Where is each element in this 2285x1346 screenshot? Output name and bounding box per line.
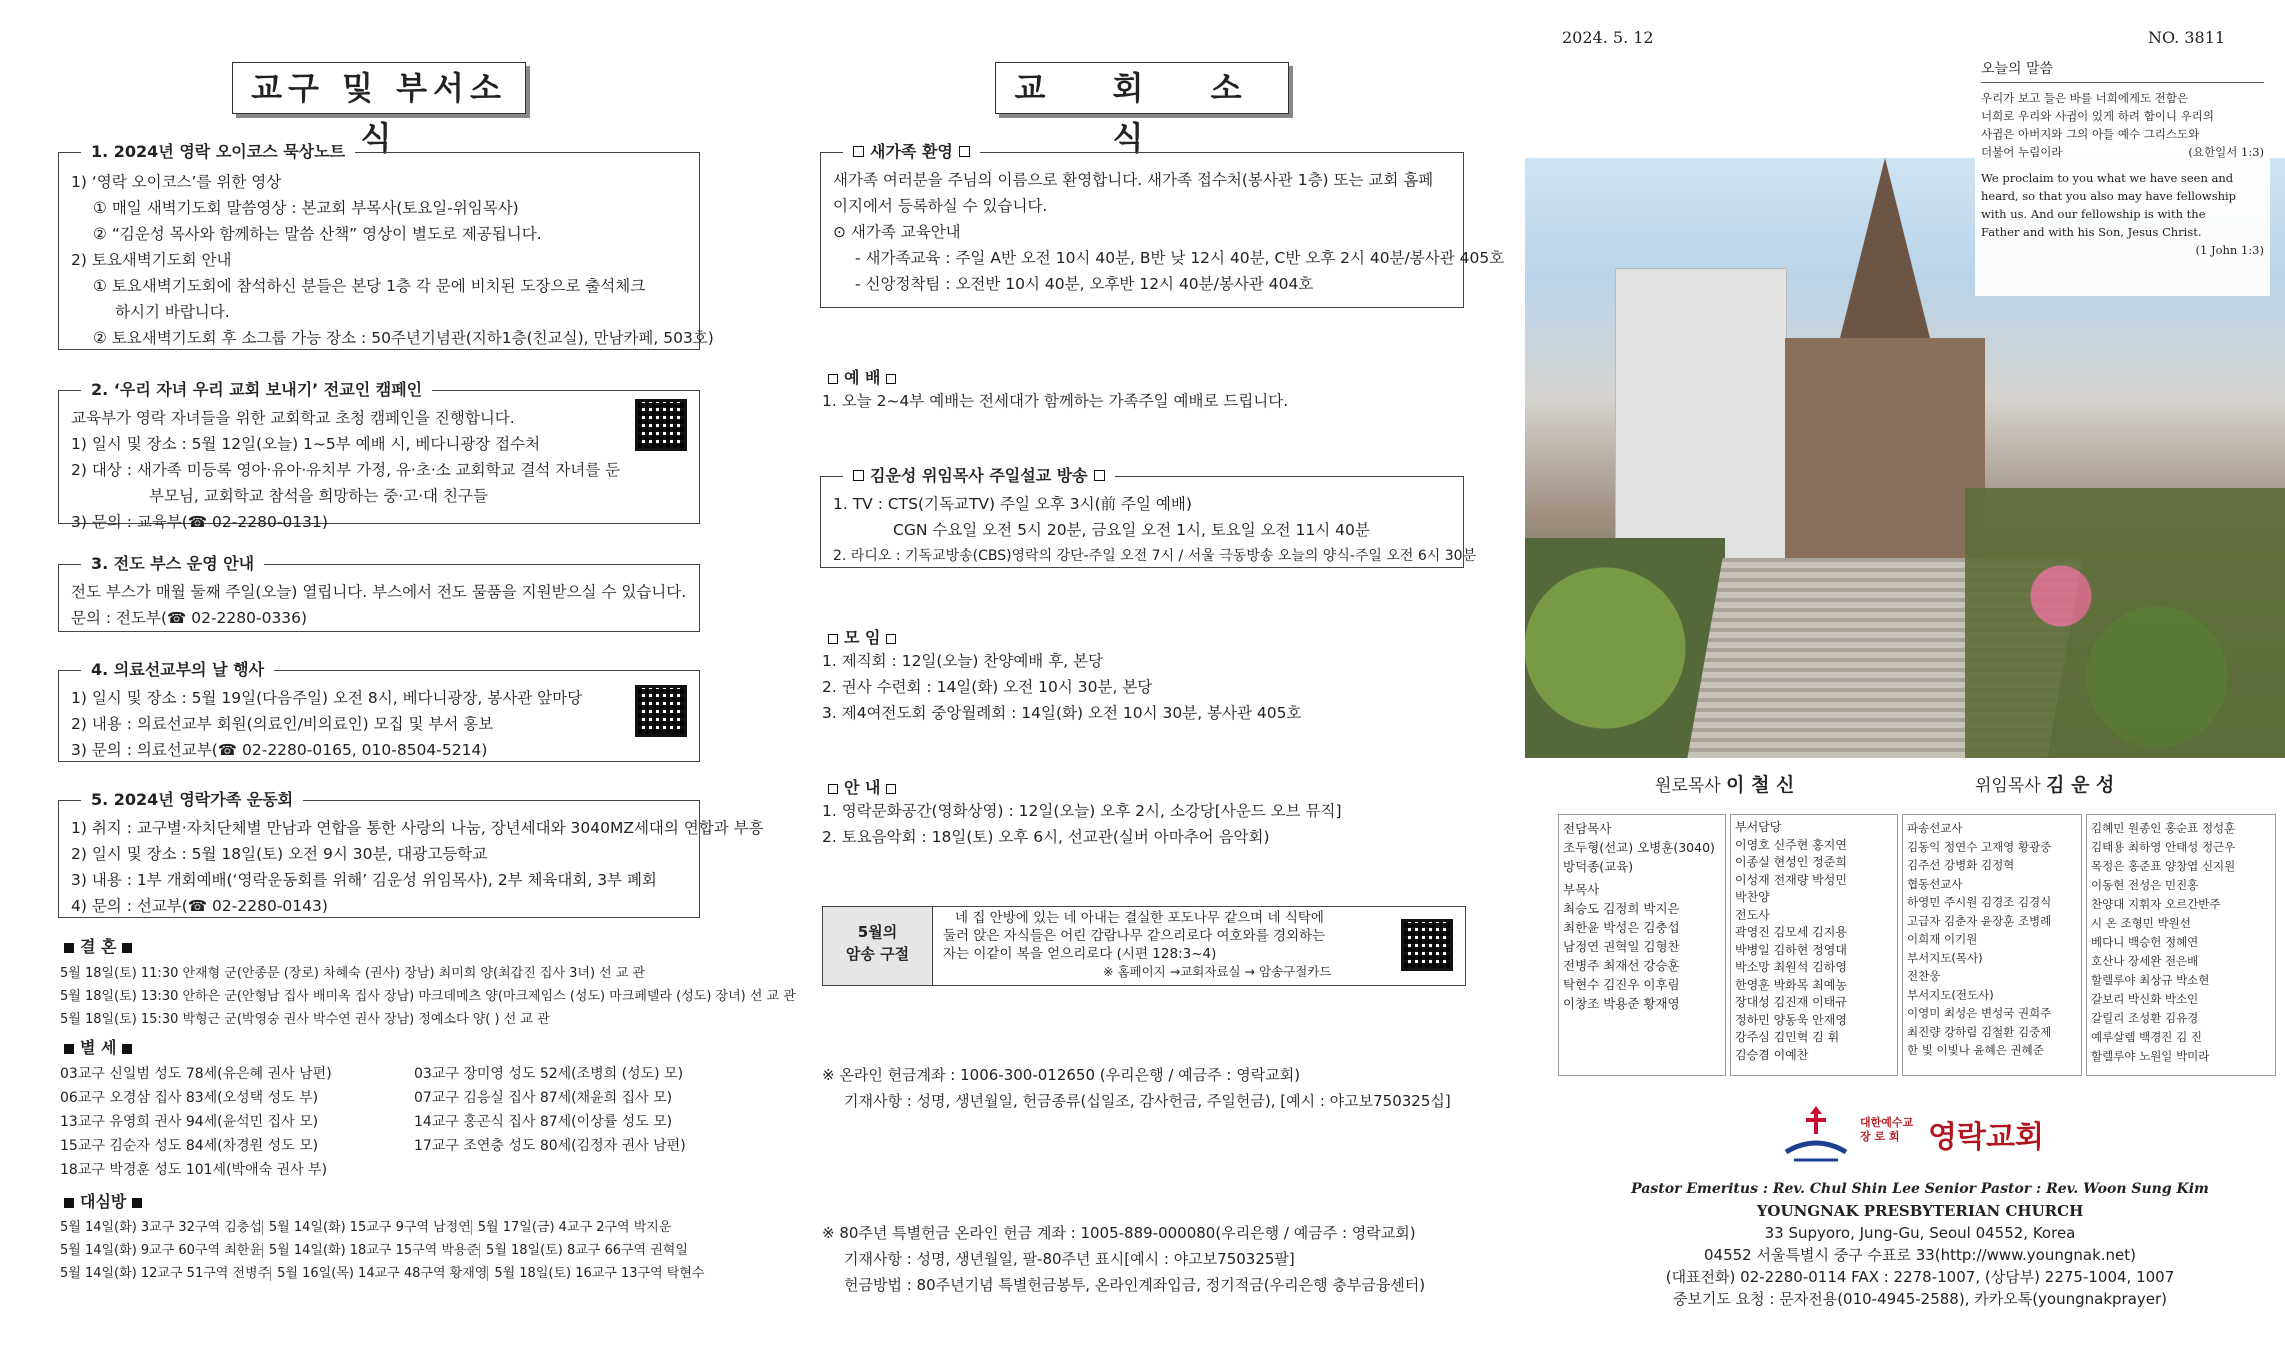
text-line: 1) 취지 : 교구별·자치단체별 만남과 연합을 통한 사랑의 나눔, 장년세대와 3040MZ세대의 연합과 부흥	[71, 819, 764, 837]
text-line: 기재사항 : 성명, 생년월일, 팔-80주년 표시[예시 : 야고보750325팔]	[844, 1250, 1295, 1268]
church-logo	[1780, 1104, 2080, 1164]
list-item: 5월 18일(토) 15:30 박형근 군(박영숭 권사 박수연 권사 장남) 정예소다 양( ) 선 교 관	[60, 1012, 550, 1027]
list-item: 06교구 오경삼 집사 83세(오성택 성도 부)	[60, 1090, 319, 1106]
section-new-family	[820, 142, 1505, 308]
text-line: ※ 홈페이지 →교회자료실 → 암송구절카드	[1103, 964, 1332, 979]
list-item: 17교구 조연충 성도 80세(김정자 권사 남편)	[414, 1138, 686, 1154]
text-line: - 신앙정착팀 : 오전반 10시 40분, 오후반 12시 40분/봉사관 404호	[855, 275, 1314, 293]
section-title: 4. 의료선교부의 날 행사	[81, 657, 274, 683]
staff-col-3: 파송선교사 김동익 정연수 고재영 황광중 김주선 강병화 김정혁 협동선교사 하영민 주시원 김경조 김경식 고급자 김춘자 윤장훈 조병례 이희재 이기원 부서지도(목사) 전찬웅 부서지도(전도사) 이영미 최성은 변성국 권희주 최진량 강하림 김철환 김중제 한 빛 이빛나 윤혜은 권혜준	[1902, 814, 2082, 1076]
verse-ko-line: 더불어 누림이라 (요한일서 1:3)	[1981, 145, 2264, 159]
text-line: 2. 토요음악회 : 18일(토) 오후 6시, 선교관(실버 아마추어 음악회)	[822, 828, 1270, 846]
qr-code-icon[interactable]	[635, 685, 687, 737]
qr-code-icon[interactable]	[635, 399, 687, 451]
section-evangelism-booth	[58, 554, 700, 632]
square-bullet-icon	[64, 1044, 74, 1054]
footer	[1560, 1178, 2280, 1310]
staff-col-1: 전담목사 조두형(선교) 오병훈(3040) 방덕종(교육) 부목사 최승도 김정희 박지은 최한윤 박성은 김충섭 남정연 권혁일 김형찬 전병주 최재선 강승훈 탁현수 김진우 이후림 이창조 박용준 황재영	[1558, 814, 1726, 1076]
text-line: ⊙ 새가족 교육안내	[833, 223, 961, 241]
list-item: 15교구 김순자 성도 84세(차경원 성도 모)	[60, 1138, 319, 1154]
section-campaign	[58, 380, 700, 531]
text-line: ※ 80주년 특별헌금 온라인 헌금 계좌 : 1005-889-000080(우리은행 / 예금주 : 영락교회)	[822, 1224, 1416, 1242]
text-line: ② 토요새벽기도회 후 소그룹 가능 장소 : 50주년기념관(지하1층(친교실), 만남카페, 503호)	[93, 329, 714, 347]
logo-name: 영락교회	[1928, 1120, 2044, 1155]
text-line: - 새가족교육 : 주일 A반 오전 10시 40분, B반 낮 12시 40분, C반 오후 2시 40분/봉사관 405호	[855, 249, 1505, 267]
list-item: 14교구 홍곤식 집사 87세(이상률 성도 모)	[414, 1114, 673, 1130]
text-line: 2) 토요새벽기도회 안내	[71, 251, 232, 269]
address-korean: 04552 서울특별시 중구 수표로 33(http://www.youngnak.net)	[1704, 1246, 2136, 1264]
death-heading: 별 세	[58, 1036, 138, 1060]
logo-small-text: 장 로 회	[1860, 1130, 1900, 1143]
list-item: 03교구 장미영 성도 52세(조병희 (성도) 모)	[414, 1066, 684, 1082]
text-line: 교육부가 영락 자녀들을 위한 교회학교 초청 캠페인을 진행합니다.	[71, 409, 515, 427]
square-bullet-icon	[122, 943, 132, 953]
staff-table	[1558, 814, 2284, 1076]
text-line: 둘러 앉은 자식들은 어린 감람나무 같으리로다 여호와를 경외하는	[943, 928, 1326, 944]
square-bullet-icon	[64, 1198, 74, 1208]
square-bullet-icon	[828, 374, 838, 384]
worship-heading: 예 배	[822, 366, 902, 390]
text-line: 2) 대상 : 새가족 미등록 영아·유아·유치부 가정, 유·초·소 교회학교 결석 자녀를 둔	[71, 461, 621, 479]
text-line: 1. 제직회 : 12일(오늘) 찬양예배 후, 본당	[822, 652, 1103, 670]
memory-verse-label: 5월의 암송 구절	[823, 907, 933, 985]
verse-en-line: Father and with his Son, Jesus Christ.	[1981, 225, 2202, 239]
pastors-english: Pastor Emeritus : Rev. Chul Shin Lee Senior Pastor : Rev. Woon Sung Kim	[1631, 1181, 2209, 1197]
text-line: 이지에서 등록하실 수 있습니다.	[833, 197, 1048, 215]
church-english-name: YOUNGNAK PRESBYTERIAN CHURCH	[1756, 1202, 2084, 1220]
text-line: ① 매일 새벽기도회 말씀영상 : 본교회 부목사(토요일-위임목사)	[93, 199, 519, 217]
text-line: 기재사항 : 성명, 생년월일, 헌금종류(십일조, 감사헌금, 주일헌금), [예시 : 야고보750325십]	[844, 1092, 1451, 1110]
list-item: 18교구 박경훈 성도 101세(박애숙 권사 부)	[60, 1162, 328, 1178]
meeting-heading: 모 임	[822, 626, 902, 650]
pastor-emeritus: 원로목사 이 철 신	[1655, 774, 1795, 796]
verse-en-line: heard, so that you also may have fellowship	[1981, 189, 2237, 203]
text-line: 2. 라디오 : 기독교방송(CBS)영락의 강단-주일 오전 7시 / 서울 극동방송 오늘의 양식-주일 오전 6시 30분	[833, 548, 1477, 564]
text-line: 4) 문의 : 선교부(☎ 02-2280-0143)	[71, 897, 328, 915]
list-item: 5월 18일(토) 13:30 안하은 군(안형남 집사 배미옥 집사 장남) 마크데메츠 양(마크제임스 (성도) 마크페델라 (성도) 장녀) 선 교 관	[60, 989, 796, 1004]
address-english: 33 Supyoro, Jung-Gu, Seoul 04552, Korea	[1764, 1224, 2076, 1242]
staff-col-4: 김혜민 원종인 홍순표 정성훈 김태용 최하영 안태성 정근우 목정은 홍준표 양창엽 신지원 이동현 전성은 민진홍 찬양대 지휘자 오르간반주 시 온 조형민 박원선 베다니 백승헌 정혜연 호산나 장세완 전은배 할렐루야 최상규 박소현 갈보리 박신화 박소인 갈릴리 조성환 김유경 예루살렘 백경진 김 진 할렐루야 노원일 박미라	[2086, 814, 2276, 1076]
section-title: 새가족 환영	[843, 139, 980, 165]
text-line: 1. TV : CTS(기독교TV) 주일 오후 3시(前 주일 예배)	[833, 495, 1192, 513]
word-title: 오늘의 말씀	[1981, 61, 2054, 77]
verse-en-line: We proclaim to you what we have seen and	[1981, 171, 2234, 185]
list-item: 13교구 유영희 권사 94세(윤석민 집사 모)	[60, 1114, 319, 1130]
text-line: 1. 영락문화공간(영화상영) : 12일(오늘) 오후 2시, 소강당[사운드 오브 뮤직]	[822, 802, 1342, 820]
left-title: 교구 및 부서소식	[232, 62, 526, 114]
staff-col-2: 부서담당 이영호 신주현 홍지연 이종실 현성인 정준희 이성재 전재량 박성민 박찬양 전도사 곽영진 김모세 김지용 박병일 김하현 정영대 박소망 최원석 김하영 한영훈 박화목 최예농 장대성 김진재 이태규 정하민 양동욱 안재영 강주심 김민혁 김 휘 김승겸 이예찬	[1730, 814, 1898, 1076]
text-line: ※ 온라인 헌금계좌 : 1006-300-012650 (우리은행 / 예금주 : 영락교회)	[822, 1066, 1301, 1084]
square-bullet-icon	[828, 784, 838, 794]
table-row: 5월 14일(화) 3교구 32구역 김충섭 5월 14일(화) 15교구 9구역 남정연 5월 17일(금) 4교구 2구역 박지운	[60, 1220, 672, 1235]
middle-title: 교 회 소 식	[995, 62, 1289, 114]
text-line: 헌금방법 : 80주년기념 특별헌금봉투, 온라인계좌입금, 정기적금(우리은행 충부금융센터)	[844, 1276, 1426, 1294]
square-bullet-icon	[886, 784, 896, 794]
qr-code-icon[interactable]	[1401, 919, 1453, 971]
section-title: 김운성 위임목사 주일설교 방송	[843, 463, 1115, 489]
square-bullet-icon	[886, 374, 896, 384]
verse-ko-line: 사귐은 아버지와 그의 아들 예수 그리스도와	[1981, 127, 2200, 141]
issue-number: NO. 3811	[2148, 28, 2226, 47]
death-list-right	[414, 1062, 686, 1158]
visit-heading: 대심방	[58, 1190, 148, 1214]
text-line: CGN 수요일 오전 5시 20분, 금요일 오전 1시, 토요일 오전 11시 40분	[893, 521, 1370, 539]
text-line: ② “김운성 목사와 함께하는 말씀 산책” 영상이 별도로 제공됩니다.	[93, 225, 542, 243]
text-line: 1) 일시 및 장소 : 5월 12일(오늘) 1~5부 예배 시, 베다니광장 접수처	[71, 435, 541, 453]
verse-ko-line: 우리가 보고 들은 바를 너희에게도 전함은	[1981, 91, 2189, 105]
section-title: 1. 2024년 영락 오이코스 묵상노트	[81, 139, 355, 165]
prayer-request: 중보기도 요청 : 문자전용(010-4945-2588), 카카오톡(youngnakprayer)	[1672, 1290, 2168, 1308]
text-line: 3) 내용 : 1부 개회예배(‘영락운동회를 위해’ 김운성 위임목사), 2부 체육대회, 3부 폐회	[71, 871, 657, 889]
senior-pastor: 위임목사 김 운 성	[1975, 774, 2115, 796]
text-line: 1. 오늘 2~4부 예배는 전세대가 함께하는 가족주일 예배로 드립니다.	[822, 392, 1289, 410]
text-line: 1) ‘영락 오이코스’를 위한 영상	[71, 173, 282, 191]
section-title: 5. 2024년 영락가족 운동회	[81, 787, 303, 813]
wedding-heading: 결 혼	[58, 935, 138, 959]
table-row: 5월 14일(화) 12교구 51구역 전병주 5월 16일(목) 14교구 48구역 황재영 5월 18일(토) 16교구 13구역 탁현수	[60, 1266, 705, 1281]
church-logo-icon	[1780, 1104, 1852, 1164]
list-item: 03교구 신일범 성도 78세(유은혜 권사 남편)	[60, 1066, 332, 1082]
text-line: 2. 권사 수련회 : 14일(화) 오전 10시 30분, 본당	[822, 678, 1153, 696]
verse-ko-line: 너희로 우리와 사귐이 있게 하려 함이니 우리의	[1981, 109, 2215, 123]
verse-en-line: (1 John 1:3)	[2195, 243, 2264, 257]
section-title: 3. 전도 부스 운영 안내	[81, 551, 264, 577]
table-row: 5월 14일(화) 9교구 60구역 최한윤 5월 14일(화) 18교구 15구역 박용준 5월 18일(토) 8교구 66구역 권혁일	[60, 1243, 688, 1258]
wedding-list	[60, 962, 796, 1031]
logo-small-text: 대한예수교	[1860, 1116, 1914, 1129]
list-item: 07교구 김응실 집사 87세(채윤희 집사 모)	[414, 1090, 673, 1106]
text-line: 3) 문의 : 교육부(☎ 02-2280-0131)	[71, 513, 328, 531]
square-bullet-icon	[828, 634, 838, 644]
text-line: 부모님, 교회학교 참석을 희망하는 중·고·대 친구들	[149, 487, 488, 505]
memory-verse-box	[822, 906, 1466, 986]
list-item: 5월 18일(토) 11:30 안재형 군(안종문 (장로) 차혜숙 (권사) 장남) 최미희 양(최갑진 집사 3녀) 선 교 관	[60, 966, 646, 981]
text-line: 2) 내용 : 의료선교부 회원(의료인/비의료인) 모집 및 부서 홍보	[71, 715, 494, 733]
text-line: ① 토요새벽기도회에 참석하신 분들은 본당 1층 각 문에 비치된 도장으로 출석체크	[93, 277, 646, 295]
section-title: 2. ‘우리 자녀 우리 교회 보내기’ 전교인 캠페인	[81, 377, 432, 403]
square-bullet-icon	[886, 634, 896, 644]
text-line: 하시기 바랍니다.	[115, 303, 230, 321]
text-line: 네 집 안방에 있는 네 아내는 결실한 포도나무 같으며 네 식탁에	[955, 910, 1324, 926]
square-bullet-icon	[122, 1044, 132, 1054]
todays-word	[1975, 56, 2270, 296]
notice-heading: 안 내	[822, 776, 902, 800]
section-sports-day	[58, 790, 764, 918]
text-line: 문의 : 전도부(☎ 02-2280-0336)	[71, 609, 308, 627]
text-line: 2) 일시 및 장소 : 5월 18일(토) 오전 9시 30분, 대광고등학교	[71, 845, 488, 863]
visit-table	[60, 1216, 704, 1285]
section-broadcast	[820, 466, 1477, 568]
verse-en-line: with us. And our fellowship is with the	[1981, 207, 2206, 221]
text-line: 3) 문의 : 의료선교부(☎ 02-2280-0165, 010-8504-5214)	[71, 741, 488, 759]
text-line: 전도 부스가 매월 둘째 주일(오늘) 열립니다. 부스에서 전도 물품을 지원받으실 수 있습니다.	[71, 583, 687, 601]
death-list-left	[60, 1062, 332, 1182]
issue-date: 2024. 5. 12	[1562, 28, 1654, 47]
text-line: 새가족 여러분을 주님의 이름으로 환영합니다. 새가족 접수처(봉사관 1층) 또는 교회 홈페	[833, 171, 1434, 189]
text-line: 3. 제4여전도회 중앙월례회 : 14일(화) 오전 10시 30분, 봉사관 405호	[822, 704, 1302, 722]
square-bullet-icon	[64, 943, 74, 953]
section-medical-day	[58, 660, 700, 762]
text-line: 자는 이같이 복을 얻으리로다 (시편 128:3~4)	[943, 946, 1217, 962]
phone-numbers: (대표전화) 02-2280-0114 FAX : 2278-1007, (상담부) 2275-1004, 1007	[1665, 1268, 2175, 1286]
square-bullet-icon	[132, 1198, 142, 1208]
section-oikos	[58, 142, 714, 350]
text-line: 1) 일시 및 장소 : 5월 19일(다음주일) 오전 8시, 베다니광장, 봉사관 앞마당	[71, 689, 583, 707]
